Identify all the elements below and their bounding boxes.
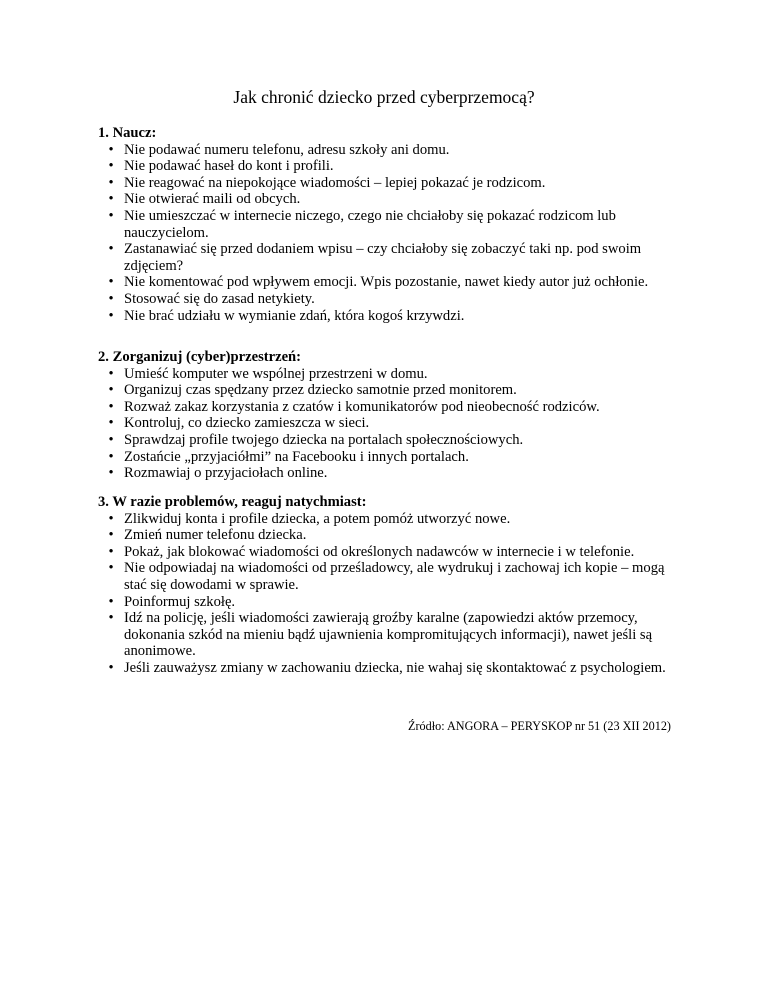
bullet-icon: • <box>108 191 114 208</box>
list-item-text: Umieść komputer we wspólnej przestrzeni w domu. <box>124 365 428 382</box>
bullet-icon: • <box>108 527 114 544</box>
bullet-icon: • <box>108 307 114 324</box>
list-item <box>98 366 688 383</box>
list-item <box>98 175 688 192</box>
document-title: Jak chronić dziecko przed cyberprzemocą? <box>233 87 535 107</box>
bullet-list <box>98 511 688 677</box>
list-item-text: Nie otwierać maili od obcych. <box>124 191 301 208</box>
bullet-list <box>98 366 688 482</box>
bullet-icon: • <box>108 398 114 415</box>
list-item <box>98 594 688 611</box>
list-item <box>98 308 688 325</box>
list-item <box>98 511 688 528</box>
bullet-icon: • <box>108 593 114 610</box>
list-item <box>98 449 688 466</box>
bullet-icon: • <box>108 560 114 577</box>
bullet-list <box>98 142 688 325</box>
bullet-icon: • <box>108 382 114 399</box>
list-item <box>98 191 688 208</box>
bullet-icon: • <box>108 174 114 191</box>
bullet-icon: • <box>108 448 114 465</box>
bullet-icon: • <box>108 158 114 175</box>
list-item <box>98 274 688 291</box>
list-item <box>98 158 688 175</box>
list-item <box>98 610 688 660</box>
bullet-icon: • <box>108 241 114 258</box>
list-item-text: Jeśli zauważysz zmiany w zachowaniu dziecka, nie wahaj się skontaktować z psychologiem. <box>124 659 666 676</box>
list-item <box>98 399 688 416</box>
list-item-text: Nie umieszczać w internecie niczego, czego nie chciałoby się pokazać rodzicom lub nauczycielom. <box>124 207 616 241</box>
list-item <box>98 208 688 241</box>
list-item-text: Rozmawiaj o przyjaciołach online. <box>124 465 328 482</box>
bullet-icon: • <box>108 465 114 482</box>
list-item-text: Idź na policję, jeśli wiadomości zawierają groźby karalne (zapowiedzi aktów przemocy, dokonania szkód na mieniu bądź ujawnienia kompromitujących informacji), nawet jeśli są anonimowe. <box>124 610 653 660</box>
list-item-text: Pokaż, jak blokować wiadomości od określonych nadawców w internecie i w telefonie. <box>124 543 635 560</box>
bullet-icon: • <box>108 274 114 291</box>
bullet-icon: • <box>108 415 114 432</box>
list-item-text: Nie podawać haseł do kont i profili. <box>124 158 334 175</box>
list-item <box>98 291 688 308</box>
list-item-text: Organizuj czas spędzany przez dziecko samotnie przed monitorem. <box>124 382 517 399</box>
bullet-icon: • <box>108 290 114 307</box>
list-item-text: Kontroluj, co dziecko zamieszcza w sieci. <box>124 415 370 432</box>
list-item <box>98 142 688 159</box>
section-reaguj <box>98 494 688 677</box>
list-item-text: Zlikwiduj konta i profile dziecka, a potem pomóż utworzyć nowe. <box>124 510 511 527</box>
bullet-icon: • <box>108 207 114 224</box>
list-item <box>98 544 688 561</box>
list-item-text: Nie brać udziału w wymianie zdań, która kogoś krzywdzi. <box>124 307 465 324</box>
list-item-text: Nie komentować pod wpływem emocji. Wpis pozostanie, nawet kiedy autor już ochłonie. <box>124 274 649 291</box>
bullet-icon: • <box>108 659 114 676</box>
bullet-icon: • <box>108 610 114 627</box>
list-item <box>98 432 688 449</box>
bullet-icon: • <box>108 365 114 382</box>
section-heading: 3. W razie problemów, reaguj natychmiast: <box>98 494 367 510</box>
bullet-icon: • <box>108 431 114 448</box>
list-item-text: Nie podawać numeru telefonu, adresu szkoły ani domu. <box>124 141 450 158</box>
bullet-icon: • <box>108 141 114 158</box>
list-item-text: Nie odpowiadaj na wiadomości od prześladowcy, ale wydrukuj i zachowaj ich kopie – mogą stać się dowodami w sprawie. <box>124 560 665 593</box>
list-item <box>98 241 688 274</box>
list-item-text: Zastanawiać się przed dodaniem wpisu – czy chciałoby się zobaczyć taki np. pod swoim zdjęciem? <box>124 241 642 274</box>
list-item <box>98 560 688 593</box>
source-citation: Źródło: ANGORA – PERYSKOP nr 51 (23 XII 2012) <box>408 719 671 733</box>
list-item <box>98 382 688 399</box>
list-item-text: Rozważ zakaz korzystania z czatów i komunikatorów pod nieobecność rodziców. <box>124 398 600 415</box>
list-item <box>98 415 688 432</box>
list-item <box>98 527 688 544</box>
bullet-icon: • <box>108 510 114 527</box>
list-item-text: Zmień numer telefonu dziecka. <box>124 527 307 544</box>
bullet-icon: • <box>108 543 114 560</box>
list-item-text: Poinformuj szkołę. <box>124 593 236 610</box>
list-item <box>98 660 688 677</box>
section-heading: 2. Zorganizuj (cyber)przestrzeń: <box>98 349 302 365</box>
section-naucz <box>98 125 688 324</box>
section-heading: 1. Naucz: <box>98 125 157 141</box>
list-item <box>98 465 688 482</box>
list-item-text: Zostańcie „przyjaciółmi” na Facebooku i innych portalach. <box>124 448 469 465</box>
list-item-text: Nie reagować na niepokojące wiadomości – lepiej pokazać je rodzicom. <box>124 174 546 191</box>
section-zorganizuj <box>98 349 688 482</box>
list-item-text: Sprawdzaj profile twojego dziecka na portalach społecznościowych. <box>124 431 524 448</box>
list-item-text: Stosować się do zasad netykiety. <box>124 290 315 307</box>
